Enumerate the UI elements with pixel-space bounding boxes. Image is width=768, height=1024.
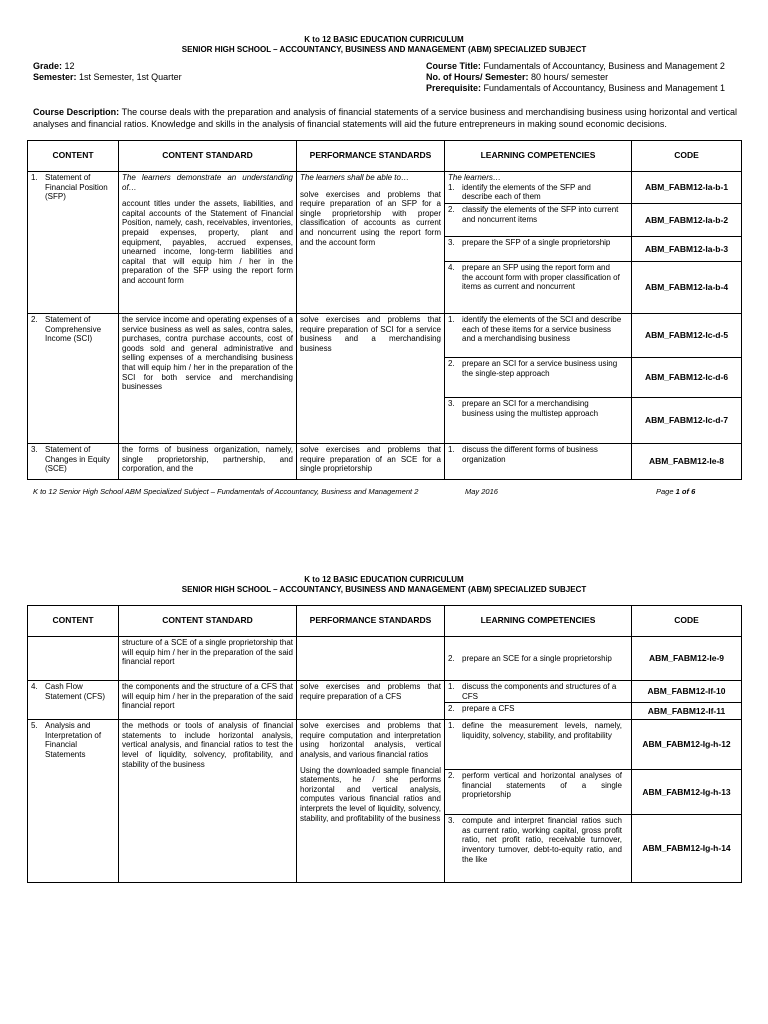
competency-cell xyxy=(445,262,632,314)
performance-standard-cell: solve exercises and problems that require preparation of SCI for a service business and a merchandising business xyxy=(297,314,445,444)
header-content: CONTENT xyxy=(28,141,119,172)
competency-cell xyxy=(445,237,632,262)
competency-number: 2. xyxy=(448,771,455,781)
page-current: 1 xyxy=(675,487,680,496)
course-description xyxy=(33,106,737,130)
competency-text: prepare an SFP using the report form and the account form with proper classification of items as current and noncurrent xyxy=(462,263,620,292)
header-line-1: K to 12 BASIC EDUCATION CURRICULUM xyxy=(304,35,464,44)
performance-standard-cell xyxy=(297,637,445,681)
performance-standard-cell: solve exercises and problems that require preparation of an SCE for a single proprietorship xyxy=(297,444,445,480)
table-row xyxy=(28,444,742,480)
competency-cell xyxy=(445,720,632,770)
content-text: Analysis and Interpretation of Financial Statements xyxy=(45,721,102,759)
prerequisite-value: Fundamentals of Accountancy, Business and Management 1 xyxy=(483,83,726,93)
course-description-label: Course Description: xyxy=(33,107,120,117)
footer-text: K to 12 Senior High School ABM Specialized Subject – Fundamentals of Accountancy, Business and Management 2 xyxy=(33,487,419,496)
table-row xyxy=(28,172,742,204)
table-row xyxy=(28,681,742,703)
grade-semester-block xyxy=(33,61,182,83)
competency-text: discuss the different forms of business organization xyxy=(462,445,598,464)
competency-cell xyxy=(445,815,632,883)
header-performance-standards: PERFORMANCE STANDARDS xyxy=(297,141,445,172)
code-cell: ABM_FABM12-If-10 xyxy=(632,681,742,703)
competency-text: identify the elements of the SFP and describe each of them xyxy=(462,182,591,202)
course-info-block xyxy=(426,61,725,94)
competency-cell xyxy=(445,703,632,720)
content-standard-cell: the service income and operating expenses of a service business as well as sales, contra sales, purchases, contra purchase accounts, cost of goods sold and general administrative and selling expenses of a merchandising business that will equip him / her in the preparation of the SCI for both service and merchandising businesses xyxy=(119,314,297,444)
header-line-1: K to 12 BASIC EDUCATION CURRICULUM xyxy=(304,575,464,584)
content-standard-text: account titles under the assets, liabilities, and capital accounts of the Statement of Financial Position, namely, cash, receivables, inventories, prepaid expenses, property, plant and equipment, payables, accrued expenses, unearned income, long-term liabilities and capital that will equip him / her in the preparation of the SFP using the report form and account form xyxy=(122,199,293,285)
competency-number: 1. xyxy=(448,682,455,691)
semester-label: Semester: xyxy=(33,72,77,82)
performance-standard-text-2: Using the downloaded sample financial statements, he / she performs horizontal and vertical analysis, computes various financial ratios and interprets the level of liquidity, solvency, stability, and profitability of the business xyxy=(300,765,441,823)
header-learning-competencies: LEARNING COMPETENCIES xyxy=(445,141,632,172)
content-standard-intro: The learners demonstrate an understanding of… xyxy=(122,173,293,192)
competency-number: 4. xyxy=(448,263,455,272)
competency-cell xyxy=(445,444,632,480)
page-number xyxy=(656,487,695,496)
content-text: Statement of Financial Position (SFP) xyxy=(45,173,108,202)
performance-standard-text: solve exercises and problems that require preparation of an SFP for a single proprietorship with proper classification of accounts as current and noncurrent using the report form and the account form xyxy=(300,189,441,247)
curriculum-table-page-2 xyxy=(27,605,742,883)
content-standard-cell: the forms of business organization, namely, single proprietorship, partnership, and corporation, and the xyxy=(119,444,297,480)
competency-cell xyxy=(445,681,632,703)
competency-number: 1. xyxy=(448,721,455,731)
course-title-value: Fundamentals of Accountancy, Business and Management 2 xyxy=(483,61,725,71)
content-text: Statement of Changes in Equity (SCE) xyxy=(45,445,110,474)
row-number: 5. xyxy=(31,721,38,731)
page-total: 6 xyxy=(691,487,696,496)
header-line-2: SENIOR HIGH SCHOOL – ACCOUNTANCY, BUSINESS AND MANAGEMENT (ABM) SPECIALIZED SUBJECT xyxy=(181,45,587,54)
content-cell xyxy=(28,637,119,681)
content-text: Statement of Comprehensive Income (SCI) xyxy=(45,315,102,344)
header-content-standard: CONTENT STANDARD xyxy=(119,606,297,637)
competency-number: 1. xyxy=(448,182,455,192)
code-cell: ABM_FABM12-Ig-h-13 xyxy=(632,770,742,815)
competency-cell xyxy=(445,637,632,681)
performance-standard-cell: solve exercises and problems that require preparation of a CFS xyxy=(297,681,445,720)
performance-standard-cell xyxy=(297,172,445,314)
code-cell: ABM_FABM12-Ie-8 xyxy=(632,444,742,480)
competency-cell xyxy=(445,204,632,237)
content-standard-cell: the methods or tools of analysis of financial statements to include horizontal analysis, vertical analysis, and financial ratios to test the level of liquidity, solvency, profitability, and stability of the business xyxy=(119,720,297,883)
content-cell xyxy=(28,720,119,883)
content-standard-cell xyxy=(119,172,297,314)
code-cell: ABM_FABM12-Ic-d-5 xyxy=(632,314,742,358)
hours-value: 80 hours/ semester xyxy=(531,72,609,82)
header-content: CONTENT xyxy=(28,606,119,637)
row-number: 3. xyxy=(31,445,38,454)
page-1 xyxy=(0,0,768,510)
header-code: CODE xyxy=(632,141,742,172)
table-row xyxy=(28,314,742,358)
competency-number: 3. xyxy=(448,238,455,247)
page-of: of xyxy=(681,487,689,496)
code-cell: ABM_FABM12-Ig-h-12 xyxy=(632,720,742,770)
competency-number: 3. xyxy=(448,399,455,408)
content-cell xyxy=(28,172,119,314)
header-line-2: SENIOR HIGH SCHOOL – ACCOUNTANCY, BUSINESS AND MANAGEMENT (ABM) SPECIALIZED SUBJECT xyxy=(181,585,587,594)
row-number: 4. xyxy=(31,682,38,691)
competency-number: 2. xyxy=(448,704,455,714)
performance-standard-cell xyxy=(297,720,445,883)
code-cell: ABM_FABM12-Ia-b-2 xyxy=(632,204,742,237)
content-standard-cell: the components and the structure of a CFS that will equip him / her in the preparation of the said financial report xyxy=(119,681,297,720)
page-footer xyxy=(33,487,703,496)
code-cell: ABM_FABM12-Ia-b-4 xyxy=(632,262,742,314)
header-code: CODE xyxy=(632,606,742,637)
competency-text: prepare an SCE for a single proprietorship xyxy=(462,653,612,663)
competency-text: prepare the SFP of a single proprietorship xyxy=(462,238,611,247)
header-performance-standards: PERFORMANCE STANDARDS xyxy=(297,606,445,637)
competency-cell xyxy=(445,172,632,204)
code-cell: ABM_FABM12-Ic-d-6 xyxy=(632,358,742,398)
code-cell: ABM_FABM12-Ic-d-7 xyxy=(632,398,742,444)
competency-intro: The learners… xyxy=(448,173,501,182)
competency-text: discuss the components and structures of a CFS xyxy=(462,682,617,701)
code-cell: ABM_FABM12-Ie-9 xyxy=(632,637,742,681)
content-standard-cell: structure of a SCE of a single proprietorship that will equip him / her in the preparation of the said financial report xyxy=(119,637,297,681)
competency-number: 1. xyxy=(448,445,455,454)
competency-cell xyxy=(445,358,632,398)
competency-text: prepare a CFS xyxy=(462,704,515,714)
competency-text: identify the elements of the SCI and describe each of these items for a service business and a merchandising business xyxy=(462,315,622,344)
code-cell: ABM_FABM12-If-11 xyxy=(632,703,742,720)
competency-number: 2. xyxy=(448,653,455,663)
content-cell xyxy=(28,314,119,444)
curriculum-header xyxy=(0,35,768,55)
table-header-row xyxy=(28,606,742,637)
grade-label: Grade: xyxy=(33,61,63,71)
competency-number: 2. xyxy=(448,205,455,214)
competency-cell xyxy=(445,770,632,815)
row-number: 2. xyxy=(31,315,38,324)
page-2 xyxy=(0,560,768,900)
table-row xyxy=(28,637,742,681)
curriculum-header xyxy=(0,575,768,595)
content-cell xyxy=(28,681,119,720)
code-cell: ABM_FABM12-Ig-h-14 xyxy=(632,815,742,883)
competency-text: define the measurement levels, namely, liquidity, solvency, stability, and profitability xyxy=(462,721,622,740)
competency-cell xyxy=(445,314,632,358)
curriculum-table-page-1 xyxy=(27,140,742,480)
content-cell xyxy=(28,444,119,480)
table-row xyxy=(28,720,742,770)
code-cell: ABM_FABM12-Ia-b-3 xyxy=(632,237,742,262)
competency-text: prepare an SCI for a merchandising business using the multistep approach xyxy=(462,399,599,418)
course-title-label: Course Title: xyxy=(426,61,481,71)
competency-text: prepare an SCI for a service business using the single-step approach xyxy=(462,359,618,378)
competency-number: 2. xyxy=(448,359,455,368)
semester-value: 1st Semester, 1st Quarter xyxy=(79,72,182,82)
header-content-standard: CONTENT STANDARD xyxy=(119,141,297,172)
competency-number: 1. xyxy=(448,315,455,324)
hours-label: No. of Hours/ Semester: xyxy=(426,72,529,82)
prerequisite-label: Prerequisite: xyxy=(426,83,482,93)
page-label: Page xyxy=(656,487,674,496)
row-number: 1. xyxy=(31,173,38,182)
competency-text: perform vertical and horizontal analyses of financial statements of a single proprietorship xyxy=(462,771,622,800)
content-text: Cash Flow Statement (CFS) xyxy=(45,682,106,701)
competency-cell xyxy=(445,398,632,444)
header-learning-competencies: LEARNING COMPETENCIES xyxy=(445,606,632,637)
grade-value: 12 xyxy=(64,61,75,71)
code-cell: ABM_FABM12-Ia-b-1 xyxy=(632,172,742,204)
table-header-row xyxy=(28,141,742,172)
competency-text: compute and interpret financial ratios such as current ratio, working capital, gross profit ratio, net profit ratio, receivable turnover, inventory turnover, debt-to-equity ratio, and the like xyxy=(462,816,622,864)
competency-number: 3. xyxy=(448,816,455,826)
performance-standard-text-1: solve exercises and problems that require computation and interpretation using horizontal analysis, vertical analysis, and various financial ratios xyxy=(300,721,441,759)
performance-standard-intro: The learners shall be able to… xyxy=(300,173,409,182)
course-description-text: The course deals with the preparation and analysis of financial statements of a service business and merchandising business using horizontal and vertical analyses and financial ratios. Knowledge and skills in the analysis of financial statements will aid the future entrepreneurs in making sound economic decisions. xyxy=(33,107,738,129)
footer-date: May 2016 xyxy=(465,487,498,496)
competency-text: classify the elements of the SFP into current and noncurrent items xyxy=(462,205,619,224)
